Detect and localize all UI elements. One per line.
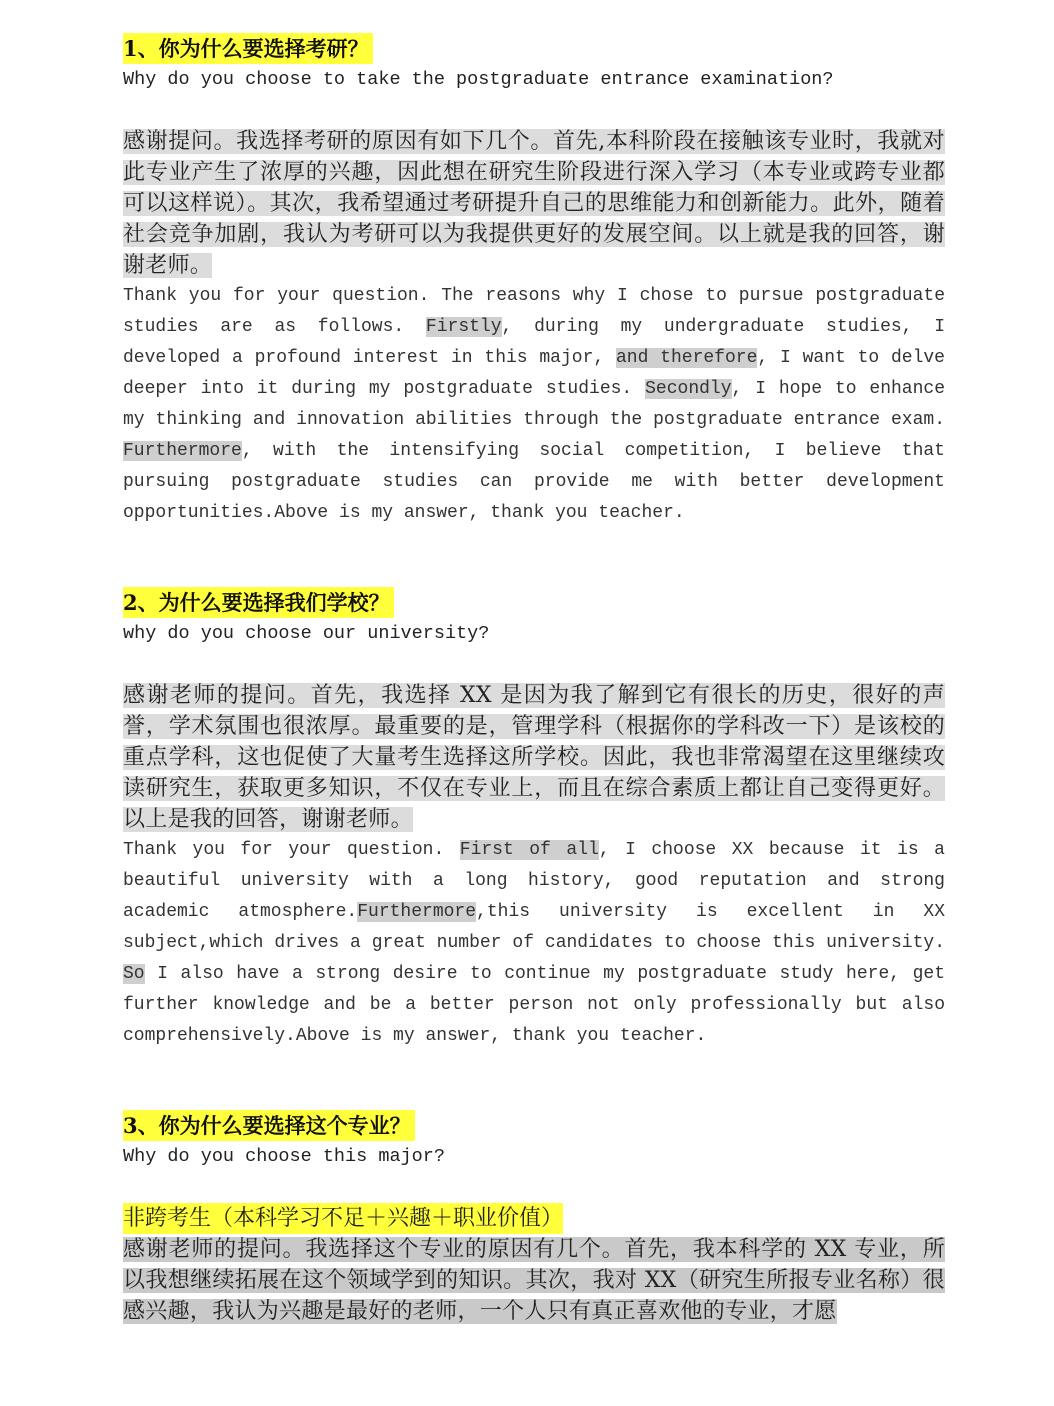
highlighted-phrase: First of all xyxy=(459,840,599,860)
question-heading: 1、你为什么要选择考研？ xyxy=(123,33,373,64)
question-english: why do you choose our university? xyxy=(123,623,490,644)
answer-text: , during my undergraduate studies, I developed a profound interest in this major, xyxy=(123,317,945,368)
highlighted-phrase: and therefore xyxy=(615,348,758,368)
document-page xyxy=(123,33,945,1327)
section-2 xyxy=(123,587,945,1052)
question-english: Why do you choose to take the postgraduate entrance examination? xyxy=(123,69,834,90)
answer-text: I also have a strong desire to continue my postgraduate study here, get further knowledge and be a better person not only professionally but also comprehensively.Above is my answer, thank you teacher. xyxy=(123,964,945,1046)
highlighted-phrase: So xyxy=(123,964,145,984)
answer-text: ,this university is excellent in XX subject,which drives a great number of candidates to choose this university. xyxy=(123,902,945,953)
answer-text: Thank you for your question. xyxy=(123,840,460,860)
answer-text: , I choose XX because it is a beautiful university with a long history, good reputation and strong academic atmosphere. xyxy=(123,840,945,922)
answer-text: Thank you for your question. The reasons why I chose to pursue postgraduate studies are as follows. xyxy=(123,286,945,337)
answer-english xyxy=(123,281,945,529)
highlighted-phrase: Firstly xyxy=(425,317,502,337)
answer-text: , I hope to enhance my thinking and innovation abilities through the postgraduate entrance exam. xyxy=(123,379,946,430)
answer-text: , with the intensifying social competition, I believe that pursuing postgraduate studies can provide me with better development opportunities.Above is my answer, thank you teacher. xyxy=(123,441,945,523)
question-heading: 3、你为什么要选择这个专业？ xyxy=(123,1110,415,1141)
question-heading: 2、为什么要选择我们学校？ xyxy=(123,587,394,618)
highlighted-phrase: Furthermore xyxy=(357,902,477,922)
answer-chinese: 感谢老师的提问。首先，我选择 XX 是因为我了解到它有很长的历史，很好的声誉，学术氛围也很浓厚。最重要的是，管理学科（根据你的学科改一下）是该校的重点学科，这也促使了大量考生选择这所学校。因此，我也非常渴望在这里继续攻读研究生，获取更多知识，不仅在专业上，而且在综合素质上都让自己变得更好。以上是我的回答，谢谢老师。 xyxy=(123,683,945,832)
answer-english xyxy=(123,835,945,1052)
highlighted-phrase: Furthermore xyxy=(123,441,242,461)
answer-text: , I want to delve deeper into it during my postgraduate studies. xyxy=(123,348,945,399)
answer-subheading: 非跨考生（本科学习不足＋兴趣＋职业价值） xyxy=(123,1203,563,1234)
section-1 xyxy=(123,33,945,529)
answer-chinese: 感谢老师的提问。我选择这个专业的原因有几个。首先，我本科学的 XX 专业，所以我想继续拓展在这个领域学到的知识。其次，我对 XX（研究生所报专业名称）很感兴趣，我认为兴趣是最好的老师，一个人只有真正喜欢他的专业，才愿 xyxy=(123,1237,945,1324)
highlighted-phrase: Secondly xyxy=(645,379,732,399)
section-3 xyxy=(123,1110,945,1327)
question-english: Why do you choose this major? xyxy=(123,1146,445,1167)
answer-chinese: 感谢提问。我选择考研的原因有如下几个。首先,本科阶段在接触该专业时，我就对此专业产生了浓厚的兴趣，因此想在研究生阶段进行深入学习（本专业或跨专业都可以这样说）。其次，我希望通过考研提升自己的思维能力和创新能力。此外，随着社会竞争加剧，我认为考研可以为我提供更好的发展空间。以上就是我的回答，谢谢老师。 xyxy=(123,129,945,278)
